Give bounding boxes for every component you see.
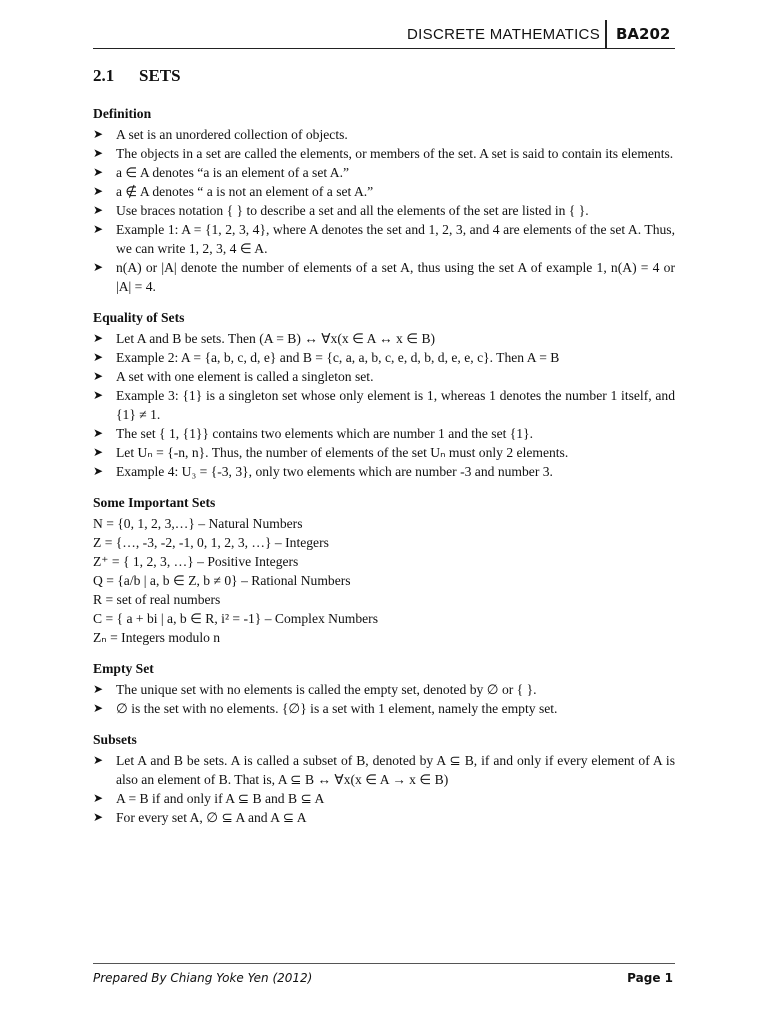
header-divider bbox=[605, 20, 607, 48]
arrowhead-bullet-icon: ➤ bbox=[93, 445, 104, 459]
arrowhead-bullet-icon: ➤ bbox=[93, 127, 104, 141]
arrowhead-bullet-icon: ➤ bbox=[93, 203, 104, 217]
set-definition-line: Zₙ = Integers modulo n bbox=[93, 630, 221, 645]
definition-section bbox=[93, 106, 675, 296]
list-item: ➤ Let Uₙ = {-n, n}. Thus, the number of elements of the set Uₙ must only 2 elements. bbox=[93, 445, 569, 460]
subsets-section bbox=[93, 732, 675, 827]
empty-set-heading: Empty Set bbox=[93, 661, 154, 676]
equality-section bbox=[93, 310, 675, 481]
list-item: ➤ A set with one element is called a singleton set. bbox=[93, 369, 374, 384]
set-definition-line: Z⁺ = { 1, 2, 3, …} – Positive Integers bbox=[93, 554, 299, 569]
subsets-list bbox=[93, 751, 675, 827]
arrowhead-bullet-icon: ➤ bbox=[93, 165, 104, 179]
arrowhead-bullet-icon: ➤ bbox=[93, 682, 104, 696]
set-definition-line: Q = {a/b | a, b ∈ Z, b ≠ 0} – Rational Numbers bbox=[93, 573, 351, 588]
list-item: ➤ The unique set with no elements is called the empty set, denoted by ∅ or { }. bbox=[93, 682, 537, 697]
list-item: ➤ a ∉ A denotes “ a is not an element of a set A.” bbox=[93, 184, 374, 199]
page-footer bbox=[93, 963, 675, 986]
list-item: ➤ For every set A, ∅ ⊆ A and A ⊆ A bbox=[93, 810, 307, 825]
empty-set-section bbox=[93, 661, 675, 718]
arrowhead-bullet-icon: ➤ bbox=[93, 753, 104, 767]
list-item: ➤ Example 1: A = {1, 2, 3, 4}, where A denotes the set and 1, 2, 3, and 4 are elements of the set A. Thus, we can write 1, 2, 3, 4 ∈ A. bbox=[93, 222, 675, 256]
list-item: ➤ Let A and B be sets. Then (A = B) ↔ ∀x(x ∈ A ↔ x ∈ B) bbox=[93, 331, 436, 346]
footer-rule bbox=[93, 963, 675, 964]
page-number: Page 1 bbox=[627, 971, 673, 985]
set-definition-line: C = { a + bi | a, b ∈ R, i² = -1} – Complex Numbers bbox=[93, 611, 379, 626]
section-heading bbox=[93, 66, 675, 86]
list-item: ➤ Use braces notation { } to describe a set and all the elements of the set are listed in { }. bbox=[93, 203, 589, 218]
list-item: ➤ Example 2: A = {a, b, c, d, e} and B = {c, a, a, b, c, e, d, b, d, e, e, c}. Then A = B bbox=[93, 350, 560, 365]
list-item: ➤ a ∈ A denotes “a is an element of a set A.” bbox=[93, 165, 350, 180]
arrowhead-bullet-icon: ➤ bbox=[93, 350, 104, 364]
section-number: 2.1 bbox=[93, 66, 115, 85]
list-item: ➤ A = B if and only if A ⊆ B and B ⊆ A bbox=[93, 791, 325, 806]
arrowhead-bullet-icon: ➤ bbox=[93, 388, 104, 402]
arrowhead-bullet-icon: ➤ bbox=[93, 369, 104, 383]
subsets-heading: Subsets bbox=[93, 732, 137, 747]
set-definition-line: Z = {…, -3, -2, -1, 0, 1, 2, 3, …} – Integers bbox=[93, 535, 329, 550]
equality-heading: Equality of Sets bbox=[93, 310, 185, 325]
list-item: ➤ n(A) or |A| denote the number of elements of a set A, thus using the set A of example 1, n(A) = 4 or |A| = 4. bbox=[93, 260, 675, 294]
set-definition-line: N = {0, 1, 2, 3,…} – Natural Numbers bbox=[93, 516, 303, 531]
important-sets-section bbox=[93, 495, 675, 647]
equality-list bbox=[93, 329, 675, 481]
page-header bbox=[0, 18, 680, 52]
arrowhead-bullet-icon: ➤ bbox=[93, 701, 104, 715]
definition-list bbox=[93, 125, 675, 296]
header-rule bbox=[93, 48, 675, 49]
arrowhead-bullet-icon: ➤ bbox=[93, 464, 104, 478]
course-code: BA202 bbox=[616, 25, 671, 43]
list-item: ➤ The set { 1, {1}} contains two elements which are number 1 and the set {1}. bbox=[93, 426, 534, 441]
arrowhead-bullet-icon: ➤ bbox=[93, 791, 104, 805]
list-item: ➤ A set is an unordered collection of objects. bbox=[93, 127, 348, 142]
prepared-by: Prepared By Chiang Yoke Yen (2012) bbox=[93, 971, 313, 985]
course-title: DISCRETE MATHEMATICS bbox=[407, 26, 600, 43]
arrowhead-bullet-icon: ➤ bbox=[93, 222, 104, 236]
arrowhead-bullet-icon: ➤ bbox=[93, 184, 104, 198]
list-item: ➤ Example 4: U₃ = {-3, 3}, only two elements which are number -3 and number 3. bbox=[93, 464, 553, 479]
arrowhead-bullet-icon: ➤ bbox=[93, 331, 104, 345]
arrowhead-bullet-icon: ➤ bbox=[93, 260, 104, 274]
arrowhead-bullet-icon: ➤ bbox=[93, 146, 104, 160]
list-item: ➤ ∅ is the set with no elements. {∅} is a set with 1 element, namely the empty set. bbox=[93, 701, 558, 716]
important-sets-heading: Some Important Sets bbox=[93, 495, 216, 510]
list-item: ➤ The objects in a set are called the elements, or members of the set. A set is said to contain its elements. bbox=[93, 146, 674, 161]
section-title: SETS bbox=[139, 66, 181, 85]
arrowhead-bullet-icon: ➤ bbox=[93, 426, 104, 440]
arrowhead-bullet-icon: ➤ bbox=[93, 810, 104, 824]
document-body bbox=[93, 66, 675, 841]
list-item: ➤ Let A and B be sets. A is called a subset of B, denoted by A ⊆ B, if and only if every element of A is also an element of B. That is, A ⊆ B ↔ ∀x(x ∈ A → x ∈ B) bbox=[93, 753, 675, 787]
set-definition-line: R = set of real numbers bbox=[93, 592, 221, 607]
definition-heading: Definition bbox=[93, 106, 152, 121]
list-item: ➤ Example 3: {1} is a singleton set whose only element is 1, whereas 1 denotes the number 1 itself, and {1} ≠ 1. bbox=[93, 388, 675, 422]
empty-set-list bbox=[93, 680, 675, 718]
